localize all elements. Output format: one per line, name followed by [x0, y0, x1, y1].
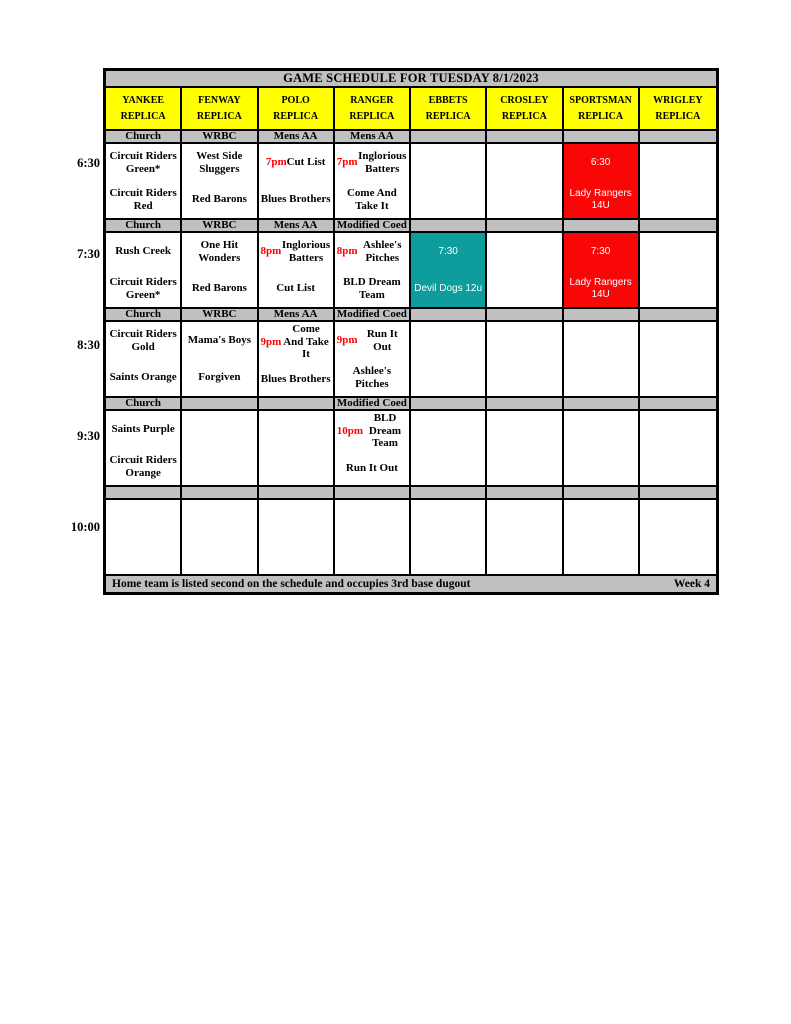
- game-cell: [259, 322, 335, 396]
- empty-cell: [640, 411, 716, 485]
- home-team: [640, 448, 716, 485]
- game-row-1000: [106, 500, 716, 576]
- league-band-cell-empty: [411, 131, 487, 142]
- schedule-title: GAME SCHEDULE FOR TUESDAY 8/1/2023: [106, 71, 716, 88]
- league-band-cell-empty: [640, 309, 716, 320]
- home-team: [564, 359, 638, 396]
- league-band-cell-empty: [640, 220, 716, 231]
- home-team: [106, 181, 180, 218]
- column-header-yankee: [106, 88, 182, 129]
- league-band-cell-empty: [106, 487, 182, 498]
- team-name: Run It Out: [345, 461, 398, 474]
- home-team: [335, 270, 409, 307]
- footer-note: Home team is listed second on the schedule and occupies 3rd base dugout: [112, 578, 471, 590]
- game-cell: [335, 233, 411, 307]
- game-cell: [106, 322, 182, 396]
- league-band-cell: WRBC: [182, 309, 258, 320]
- empty-cell: [411, 411, 487, 485]
- team-name: 6:30: [590, 156, 611, 168]
- team-name: Rush Creek: [115, 245, 171, 258]
- game-time-accent: 9pm: [260, 335, 282, 348]
- field-name: FENWAY: [198, 95, 241, 106]
- league-band-cell-empty: [487, 131, 563, 142]
- column-header-polo: [259, 88, 335, 129]
- field-name: CROSLEY: [500, 95, 549, 106]
- home-team: [487, 270, 561, 307]
- game-cell: [182, 233, 258, 307]
- visitor-team: [564, 411, 638, 448]
- league-band-row: [106, 398, 716, 411]
- team-name: Come And Take It: [283, 323, 329, 360]
- league-band-cell-empty: [411, 398, 487, 409]
- game-cell: [335, 322, 411, 396]
- home-team: [487, 181, 561, 218]
- home-team: [106, 537, 180, 574]
- visitor-team: [411, 144, 485, 181]
- footer-bar: [106, 576, 716, 592]
- team-name: Forgiven: [198, 371, 241, 384]
- league-band-row: [106, 309, 716, 322]
- league-band-cell-empty: [564, 487, 640, 498]
- home-team: [564, 448, 638, 485]
- league-band-cell-empty: [487, 220, 563, 231]
- league-band-cell: WRBC: [182, 131, 258, 142]
- team-name: Cut List: [286, 156, 326, 169]
- home-team: [182, 181, 256, 218]
- home-team: [564, 270, 638, 307]
- visitor-team: [640, 144, 716, 181]
- team-name: Mama's Boys: [187, 334, 251, 347]
- visitor-team: [487, 411, 561, 448]
- team-name: Blues Brothers: [260, 193, 331, 206]
- team-name: Circuit Riders Red: [109, 187, 177, 212]
- visitor-team: [640, 500, 716, 537]
- league-band-cell: WRBC: [182, 220, 258, 231]
- home-team: [182, 537, 256, 574]
- league-band-cell: Mens AA: [259, 131, 335, 142]
- footer-week: Week 4: [673, 578, 710, 590]
- league-band-row: [106, 131, 716, 144]
- home-team: [335, 359, 409, 396]
- league-band-cell-empty: [487, 309, 563, 320]
- field-name: POLO: [281, 95, 310, 106]
- league-band-cell-empty: [411, 220, 487, 231]
- empty-cell: [640, 144, 716, 218]
- league-band-cell: Church: [106, 398, 182, 409]
- visitor-team: [487, 500, 561, 537]
- home-team: [335, 181, 409, 218]
- team-name: Inglorious Batters: [358, 150, 407, 175]
- home-team: [411, 270, 485, 307]
- visitor-team: [182, 411, 256, 448]
- league-band-cell: Modified Coed: [335, 220, 411, 231]
- visitor-team: [182, 144, 256, 181]
- empty-cell: [640, 322, 716, 396]
- home-team: [411, 181, 485, 218]
- time-slot-label: 7:30: [77, 247, 100, 261]
- empty-cell: [106, 500, 182, 574]
- game-row-730: [106, 233, 716, 309]
- team-name: 7:30: [438, 245, 458, 257]
- team-name: 7:30: [590, 245, 611, 257]
- league-band-cell: Church: [106, 220, 182, 231]
- home-team: [411, 359, 485, 396]
- game-cell: [564, 144, 640, 218]
- visitor-team: [564, 144, 638, 181]
- visitor-team: [106, 233, 180, 270]
- field-name: RANGER: [350, 95, 394, 106]
- visitor-team: [259, 233, 333, 270]
- home-team: [259, 448, 333, 485]
- league-band-row: [106, 220, 716, 233]
- league-band-cell-empty: [564, 131, 640, 142]
- visitor-team: [106, 322, 180, 359]
- visitor-team: [335, 233, 409, 270]
- column-header-wrigley: [640, 88, 716, 129]
- league-band-cell: Church: [106, 309, 182, 320]
- league-band-cell-empty: [411, 309, 487, 320]
- visitor-team: [182, 233, 256, 270]
- team-name: Ashlee's Pitches: [363, 239, 402, 264]
- game-cell: [106, 411, 182, 485]
- league-band-cell: Modified Coed: [335, 309, 411, 320]
- home-team: [106, 448, 180, 485]
- visitor-team: [411, 322, 485, 359]
- game-cell: [335, 411, 411, 485]
- empty-cell: [564, 322, 640, 396]
- game-time-accent: 8pm: [336, 245, 358, 258]
- game-cell: [564, 233, 640, 307]
- visitor-team: [259, 500, 333, 537]
- field-subname: REPLICA: [655, 111, 701, 122]
- visitor-team: [335, 322, 409, 359]
- team-name: Circuit Riders Gold: [109, 328, 177, 353]
- field-header-row: [106, 88, 716, 131]
- game-cell: [411, 233, 487, 307]
- empty-cell: [487, 144, 563, 218]
- home-team: [487, 359, 561, 396]
- team-name: Circuit Riders Orange: [109, 454, 177, 479]
- game-cell: [106, 233, 182, 307]
- visitor-team: [259, 144, 333, 181]
- home-team: [259, 181, 333, 218]
- empty-cell: [411, 322, 487, 396]
- home-team: [106, 359, 180, 396]
- game-cell: [106, 144, 182, 218]
- league-band-cell-empty: [564, 398, 640, 409]
- team-name: Cut List: [276, 282, 316, 295]
- schedule-body: [106, 131, 716, 576]
- empty-cell: [182, 500, 258, 574]
- time-slot-label: 10:00: [70, 520, 100, 534]
- visitor-team: [259, 322, 333, 362]
- visitor-team: [106, 411, 180, 448]
- home-team: [335, 451, 409, 486]
- visitor-team: [640, 322, 716, 359]
- field-subname: REPLICA: [120, 111, 166, 122]
- visitor-team: [487, 144, 561, 181]
- field-subname: REPLICA: [501, 111, 547, 122]
- league-band-cell-empty: [259, 487, 335, 498]
- home-team: [106, 270, 180, 307]
- visitor-team: [335, 500, 409, 537]
- visitor-team: [335, 411, 409, 451]
- schedule-table: [103, 68, 719, 595]
- game-time-accent: 7pm: [265, 156, 287, 169]
- field-name: WRIGLEY: [653, 95, 703, 106]
- empty-cell: [564, 500, 640, 574]
- league-band-cell-empty: [640, 398, 716, 409]
- team-name: Run It Out: [366, 328, 398, 353]
- home-team: [640, 270, 716, 307]
- league-band-cell-empty: [335, 487, 411, 498]
- column-header-ranger: [335, 88, 411, 129]
- league-band-cell-empty: [182, 398, 258, 409]
- game-row-630: [106, 144, 716, 220]
- game-cell: [335, 144, 411, 218]
- home-team: [335, 537, 409, 574]
- home-team: [564, 537, 638, 574]
- team-name: Red Barons: [191, 193, 247, 206]
- game-time-accent: 9pm: [336, 334, 358, 347]
- home-team: [640, 359, 716, 396]
- time-slot-label: 9:30: [77, 429, 100, 443]
- game-row-830: [106, 322, 716, 398]
- home-team: [411, 448, 485, 485]
- empty-cell: [411, 500, 487, 574]
- team-name: Ashlee's Pitches: [352, 365, 392, 390]
- team-name: BLD Dream Team: [343, 276, 401, 301]
- league-band-cell-empty: [487, 487, 563, 498]
- home-team: [182, 359, 256, 396]
- home-team: [487, 537, 561, 574]
- league-band-cell-empty: [259, 398, 335, 409]
- empty-cell: [411, 144, 487, 218]
- visitor-team: [487, 233, 561, 270]
- visitor-team: [106, 500, 180, 537]
- game-cell: [259, 144, 335, 218]
- league-band-cell-empty: [640, 487, 716, 498]
- visitor-team: [487, 322, 561, 359]
- team-name: Come And Take It: [346, 187, 397, 212]
- team-name: Inglorious Batters: [281, 239, 331, 264]
- time-slot-label: 8:30: [77, 338, 100, 352]
- empty-cell: [487, 233, 563, 307]
- league-band-cell: Modified Coed: [335, 398, 411, 409]
- team-name: Saints Orange: [109, 371, 177, 384]
- game-cell: [182, 144, 258, 218]
- empty-cell: [487, 411, 563, 485]
- game-cell: [259, 233, 335, 307]
- home-team: [564, 181, 638, 218]
- empty-cell: [182, 411, 258, 485]
- field-subname: REPLICA: [425, 111, 471, 122]
- visitor-team: [564, 322, 638, 359]
- team-name: Red Barons: [191, 282, 247, 295]
- league-band-cell-empty: [564, 220, 640, 231]
- empty-cell: [259, 500, 335, 574]
- league-band-cell: Mens AA: [259, 309, 335, 320]
- home-team: [640, 537, 716, 574]
- field-name: SPORTSMAN: [569, 95, 632, 106]
- team-name: Saints Purple: [111, 423, 175, 436]
- empty-cell: [487, 500, 563, 574]
- home-team: [411, 537, 485, 574]
- home-team: [640, 181, 716, 218]
- team-name: BLD Dream Team: [368, 412, 402, 449]
- team-name: Lady Rangers 14U: [569, 276, 632, 300]
- visitor-team: [411, 233, 485, 270]
- field-name: EBBETS: [428, 95, 468, 106]
- column-header-ebbets: [411, 88, 487, 129]
- column-header-crosley: [487, 88, 563, 129]
- league-band-cell: Church: [106, 131, 182, 142]
- league-band-cell-empty: [564, 309, 640, 320]
- league-band-row: [106, 487, 716, 500]
- visitor-team: [106, 144, 180, 181]
- home-team: [259, 362, 333, 397]
- game-time-accent: 8pm: [260, 245, 282, 258]
- visitor-team: [411, 500, 485, 537]
- visitor-team: [564, 500, 638, 537]
- league-band-cell-empty: [487, 398, 563, 409]
- home-team: [182, 448, 256, 485]
- visitor-team: [640, 233, 716, 270]
- visitor-team: [182, 322, 256, 359]
- team-name: Blues Brothers: [260, 372, 331, 385]
- league-band-cell-empty: [640, 131, 716, 142]
- empty-cell: [259, 411, 335, 485]
- empty-cell: [640, 500, 716, 574]
- league-band-cell: Mens AA: [335, 131, 411, 142]
- field-subname: REPLICA: [578, 111, 624, 122]
- empty-cell: [640, 233, 716, 307]
- team-name: Circuit Riders Green*: [109, 276, 177, 301]
- game-time-accent: 10pm: [336, 424, 364, 437]
- visitor-team: [182, 500, 256, 537]
- team-name: West Side Sluggers: [196, 150, 243, 175]
- column-header-fenway: [182, 88, 258, 129]
- field-subname: REPLICA: [349, 111, 395, 122]
- column-header-sportsman: [564, 88, 640, 129]
- game-time-accent: 7pm: [336, 156, 358, 169]
- home-team: [182, 270, 256, 307]
- league-band-cell: Mens AA: [259, 220, 335, 231]
- home-team: [259, 270, 333, 307]
- home-team: [259, 537, 333, 574]
- league-band-cell-empty: [411, 487, 487, 498]
- team-name: One Hit Wonders: [198, 239, 241, 264]
- empty-cell: [335, 500, 411, 574]
- team-name: Lady Rangers 14U: [569, 187, 632, 211]
- visitor-team: [335, 144, 409, 181]
- team-name: Circuit Riders Green*: [109, 150, 177, 175]
- visitor-team: [259, 411, 333, 448]
- game-cell: [182, 322, 258, 396]
- field-name: YANKEE: [122, 95, 165, 106]
- home-team: [487, 448, 561, 485]
- field-subname: REPLICA: [196, 111, 242, 122]
- time-slot-label: 6:30: [77, 156, 100, 170]
- empty-cell: [487, 322, 563, 396]
- empty-cell: [564, 411, 640, 485]
- visitor-team: [640, 411, 716, 448]
- visitor-team: [411, 411, 485, 448]
- team-name: Devil Dogs 12u: [414, 282, 483, 294]
- league-band-cell-empty: [182, 487, 258, 498]
- game-row-930: [106, 411, 716, 487]
- visitor-team: [564, 233, 638, 270]
- field-subname: REPLICA: [273, 111, 319, 122]
